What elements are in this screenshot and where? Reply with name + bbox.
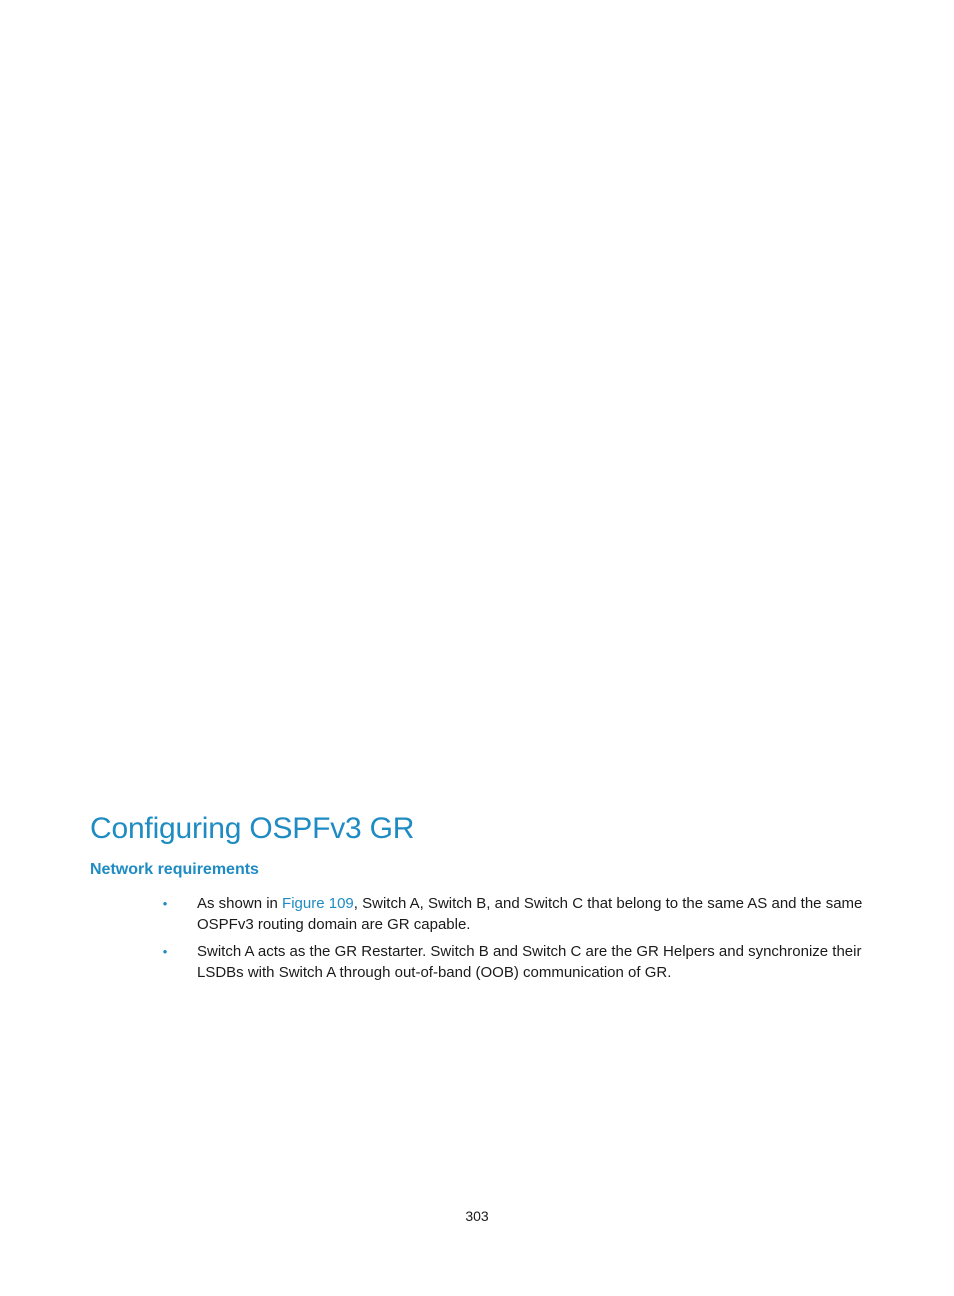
section-heading: Network requirements [90,861,259,878]
bullet-icon: • [162,944,168,959]
bullet-text-prefix: As shown in [197,895,283,912]
list-item [160,893,870,935]
figure-link[interactable]: Figure 109 [282,895,354,912]
page-title: Configuring OSPFv3 GR [90,812,415,845]
bullet-text-suffix: , Switch A, Switch B, and Switch C that belong to the same AS and the same OSPFv3 routing domain are GR capable. [197,895,863,933]
bullet-text: Switch A acts as the GR Restarter. Switch B and Switch C are the GR Helpers and synchronize their LSDBs with Switch A through out-of-band (OOB) communication of GR. [197,943,862,981]
page-number: 303 [465,1208,489,1224]
list-item [160,941,870,983]
requirements-list [160,893,870,989]
bullet-icon: • [162,896,168,911]
